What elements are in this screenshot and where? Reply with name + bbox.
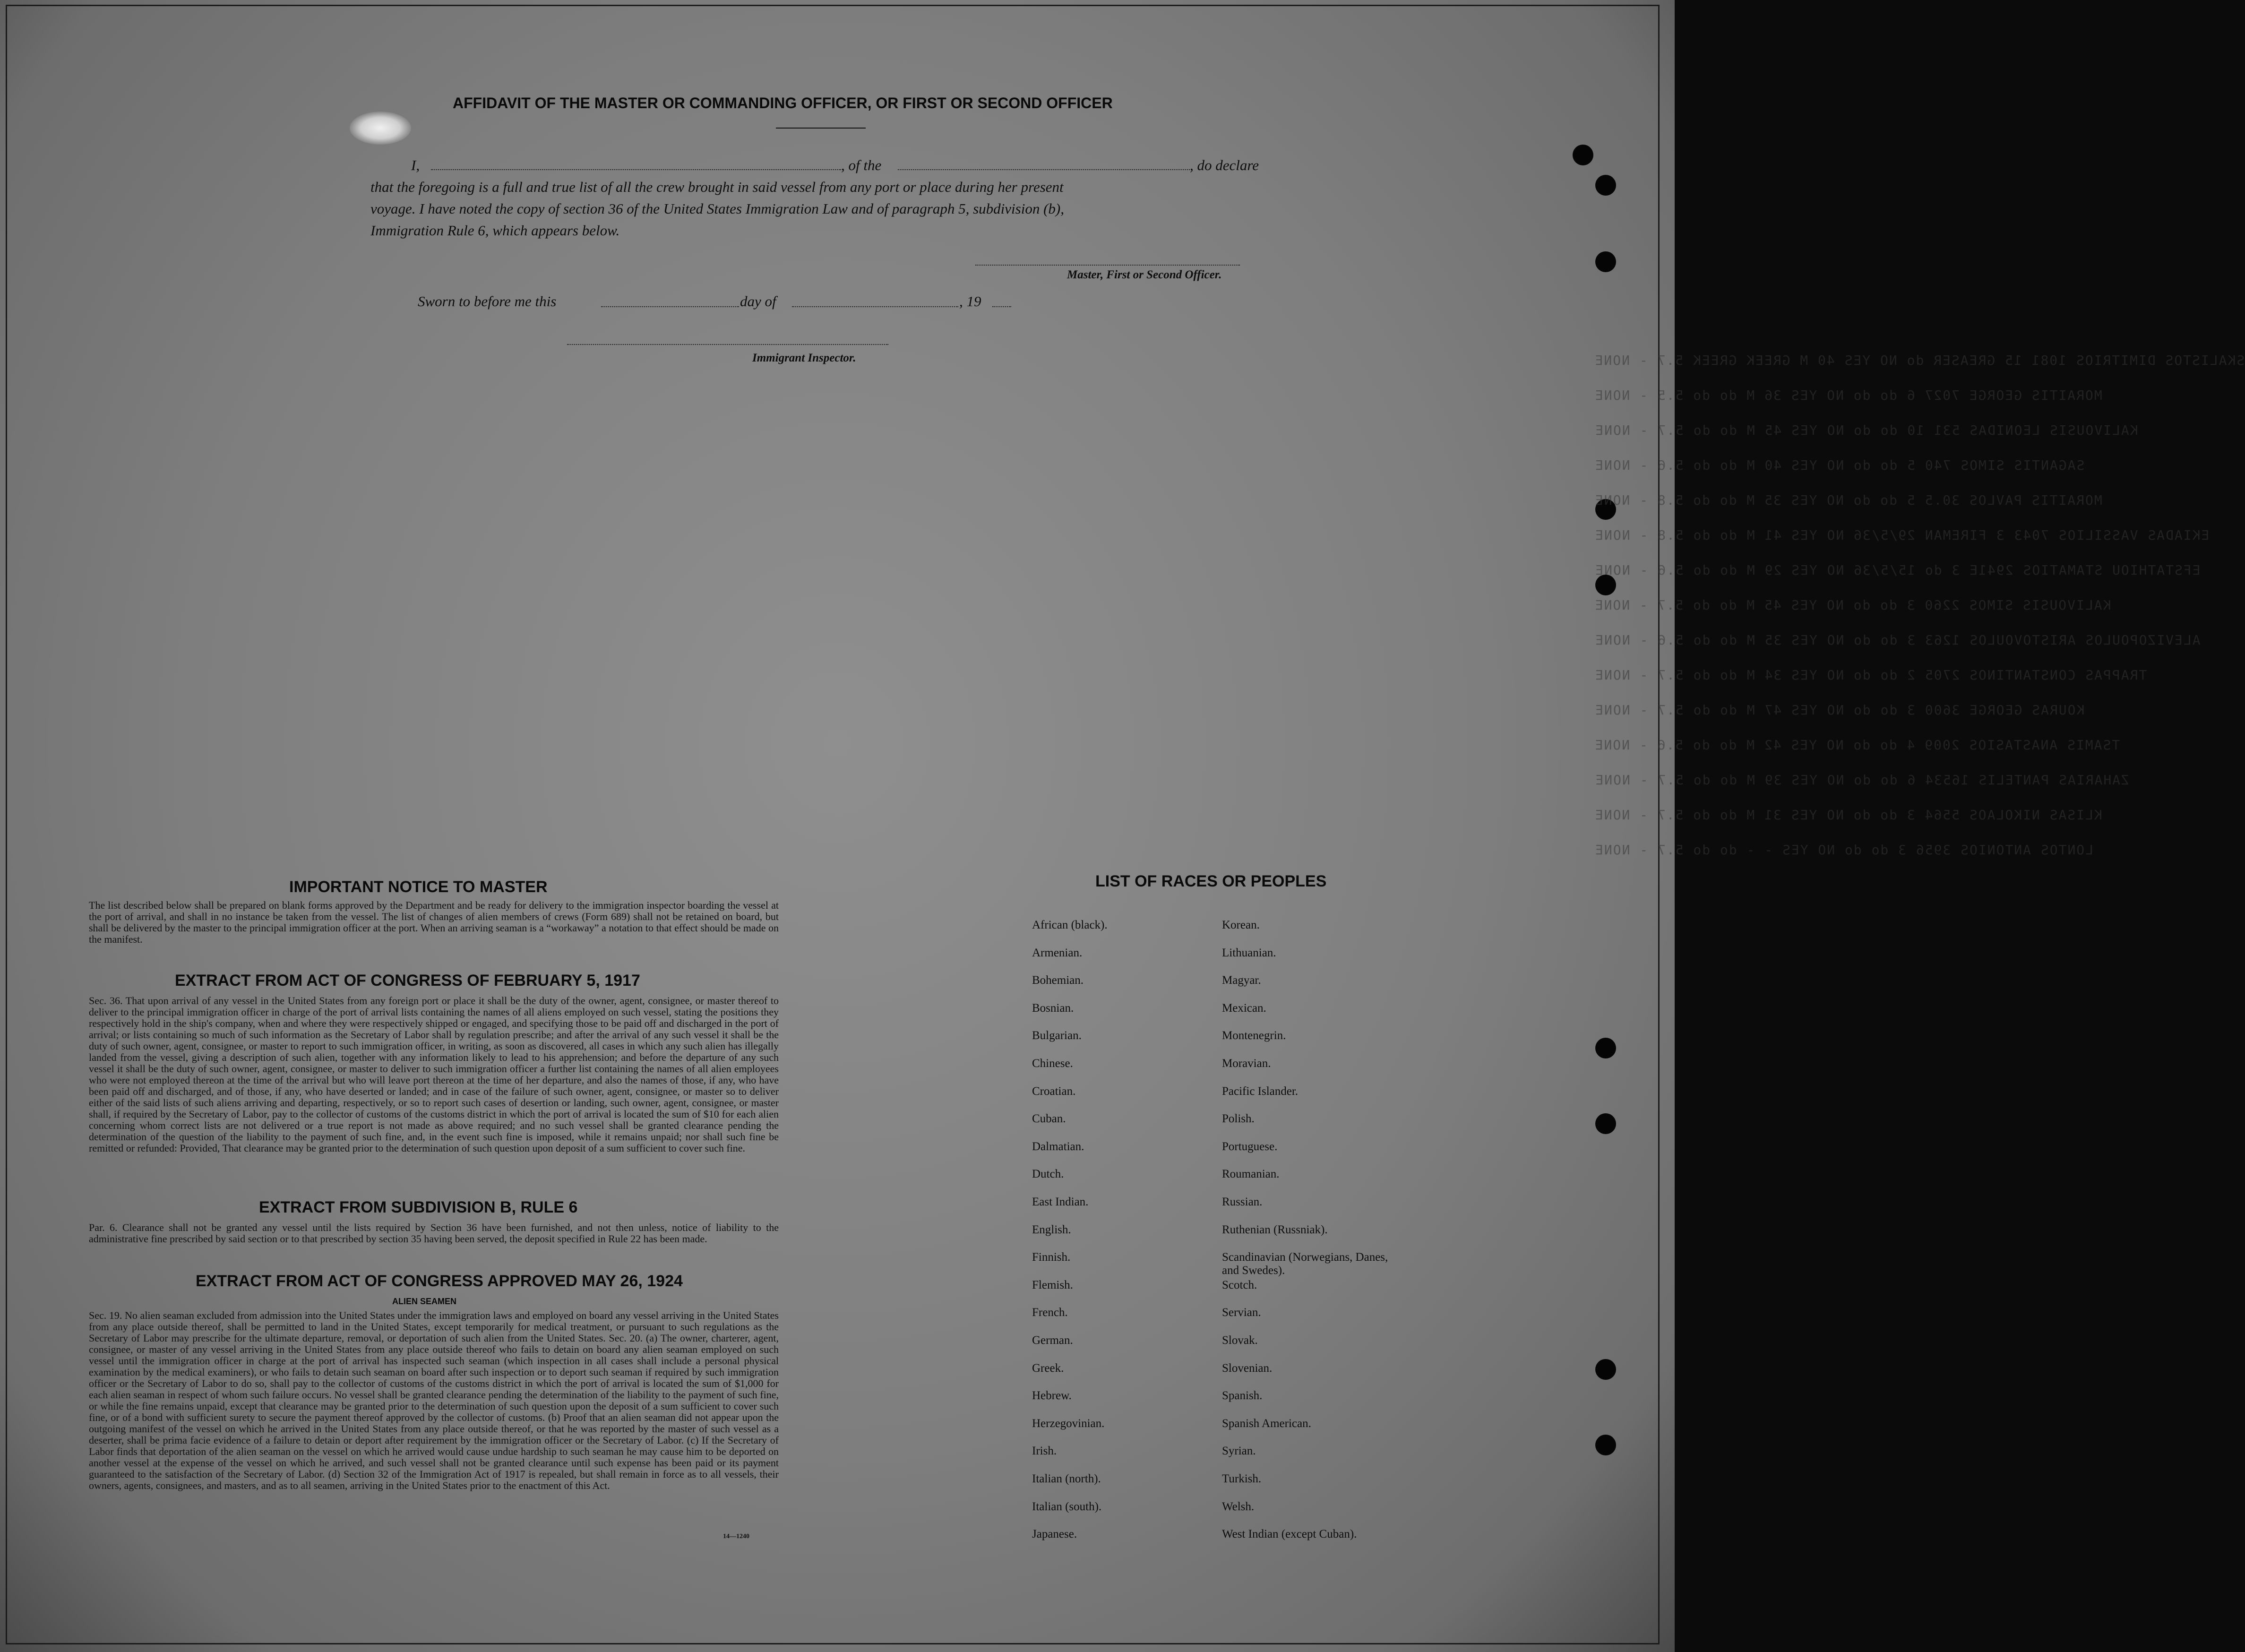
- race-item: Greek.: [1032, 1362, 1064, 1375]
- notice-title: IMPORTANT NOTICE TO MASTER: [289, 878, 548, 896]
- year-label: , 19: [959, 293, 981, 310]
- vessel-name-field[interactable]: [898, 169, 1190, 170]
- race-item: Hebrew.: [1032, 1389, 1072, 1402]
- races-title: LIST OF RACES OR PEOPLES: [1095, 872, 1327, 890]
- race-item: Spanish.: [1222, 1389, 1263, 1402]
- race-item: Magyar.: [1222, 974, 1261, 987]
- rule6-title: EXTRACT FROM SUBDIVISION B, RULE 6: [259, 1198, 578, 1216]
- punch-hole: [1595, 1435, 1616, 1455]
- punch-hole: [1595, 1113, 1616, 1134]
- affidavit-title: AFFIDAVIT OF THE MASTER OR COMMANDING OFFICER, OR FIRST OR SECOND OFFICER: [453, 95, 1113, 112]
- signature-caption: Master, First or Second Officer.: [1067, 268, 1222, 281]
- inspector-signature-field[interactable]: [567, 344, 888, 345]
- race-item: English.: [1032, 1223, 1071, 1236]
- race-item: Bosnian.: [1032, 1002, 1074, 1015]
- race-item: Lithuanian.: [1222, 946, 1276, 959]
- race-item: Spanish American.: [1222, 1417, 1311, 1430]
- extract-1924-title: EXTRACT FROM ACT OF CONGRESS APPROVED MAY 26, 1924: [196, 1272, 683, 1290]
- bleed-through-row: TSAMIS ANASTASIOS 2009 4 do do NO YES 42 M do do 5.6 - NONE: [1594, 737, 2120, 753]
- race-item: Moravian.: [1222, 1057, 1271, 1070]
- race-item: Dutch.: [1032, 1168, 1064, 1180]
- day-of-label: day of: [740, 293, 776, 310]
- bleed-through-row: SAGANTIS SIMOS 740 5 do do NO YES 40 M do do 5.6 - NONE: [1594, 457, 2085, 473]
- bleed-through-row: MORAITIS PAVLOS 30.5 5 do do NO YES 35 M do do 5.8 - NONE: [1594, 492, 2102, 508]
- race-item: Mexican.: [1222, 1002, 1266, 1015]
- sworn-day-field[interactable]: [601, 306, 739, 307]
- punch-hole: [1573, 145, 1593, 165]
- affidavit-line-3: voyage. I have noted the copy of section 36 of the United States Immigration Law and of paragraph 5, subdivision (b),: [370, 200, 1064, 217]
- race-item: Herzegovinian.: [1032, 1417, 1105, 1430]
- race-item: Italian (south).: [1032, 1500, 1102, 1513]
- bleed-through-row: EKIADAS VASSILIOS 7043 3 FIREMAN 29/5/36 NO YES 41 M do do 5.8 - NONE: [1594, 527, 2210, 543]
- race-item: Ruthenian (Russniak).: [1222, 1223, 1328, 1236]
- extract-1924-body: Sec. 19. No alien seaman excluded from admission into the United States under the immigration laws and employed on board any vessel arriving in the United States from any place outside thereof, shall be permitted to land in the United States, except temporarily for medical treatment, or pursuant to such regulations as the Secretary of Labor may prescribe for the ultimate departure, removal, or deportation of such alien from the United States. Sec. 20. (a) The owner, charterer, agent, consignee, or master of any vessel arriving in the United States from any place outside thereof who fails to detain on board any alien seaman employed on such vessel until the immigration officer in charge at the port of arrival has inspected such seaman (which inspection in all cases shall include a personal physical examination by the medical examiners), or who fails to detain such seaman on board after such inspection or to deport such seaman if required by such immigration officer or the Secretary of Labor to do so, shall pay to the collector of customs of the customs district in which the port of arrival is located the sum of $1,000 for each alien seaman in respect of whom such failure occurs. No vessel shall be granted clearance pending the determination of the liability to the payment of such fine, or while the fine remains unpaid, except that clearance may be granted prior to the determination of such question upon the deposit of a sum sufficient to cover such fine, or of a bond with sufficient surety to secure the payment thereof approved by the collector of customs. (b) Proof that an alien seaman did not appear upon the outgoing manifest of the vessel on which he arrived in the United States from any place outside thereof, or that he was reported by the master of such vessel as a deserter, shall be prima facie evidence of a failure to detain or deport after requirement by the immigration officer or the Secretary of Labor. (c) If the Secretary of Labor finds that deportation of the alien seaman on the vessel on which he arrived would cause undue hardship to such seaman he may cause him to be deported on another vessel at the expense of the vessel on which he arrived, and such vessel shall not be granted clearance until such expense has been paid or its payment guaranteed to the satisfaction of the Secretary of Labor. (d) Section 32 of the Immigration Act of 1917 is repealed, but shall remain in force as to all vessels, their owners, agents, consignees, and masters, and as to all seamen, arriving in the United States prior to the enactment of this Act.: [89, 1309, 779, 1491]
- race-item: East Indian.: [1032, 1196, 1089, 1208]
- race-item: French.: [1032, 1306, 1068, 1319]
- notice-body: The list described below shall be prepared on blank forms approved by the Department and be ready for delivery to the immigration inspector boarding the vessel at the port of arrival, and shall in no instance be taken from the vessel. The list of changes of alien members of crews (Form 689) shall not be retained on board, but shall be delivered by the master to the principal immigration officer at the port. When an arriving seaman is a “workaway” a notation to that effect should be made on the manifest.: [89, 899, 779, 945]
- officer-signature-field[interactable]: [975, 265, 1240, 266]
- sworn-year-field[interactable]: [992, 306, 1011, 307]
- extract-1917-title: EXTRACT FROM ACT OF CONGRESS OF FEBRUARY 5, 1917: [175, 972, 640, 989]
- punch-hole: [1595, 1359, 1616, 1380]
- race-item: Korean.: [1222, 919, 1260, 931]
- bleed-through-row: KOURAS GEORGE 3600 3 do do NO YES 47 M do do 5.7 - NONE: [1594, 702, 2085, 718]
- punch-hole: [1595, 175, 1616, 196]
- bleed-through-row: MORAITIS GEORGE 7027 6 do do NO YES 36 M do do 5.5 - NONE: [1594, 387, 2102, 403]
- race-item: Bulgarian.: [1032, 1029, 1082, 1042]
- punch-hole: [1595, 251, 1616, 272]
- bleed-through-row: KLISAS NIKOLAOS 5564 3 do do NO YES 31 M do do 5.7 - NONE: [1594, 807, 2102, 823]
- race-item: Flemish.: [1032, 1279, 1073, 1291]
- race-item: Irish.: [1032, 1445, 1057, 1457]
- race-item: Slovenian.: [1222, 1362, 1273, 1375]
- race-item: Montenegrin.: [1222, 1029, 1286, 1042]
- race-item: Roumanian.: [1222, 1168, 1280, 1180]
- affidavit-line-2: that the foregoing is a full and true list of all the crew brought in said vessel from any port or place during her present: [370, 179, 1064, 195]
- inspector-caption: Immigrant Inspector.: [752, 352, 856, 364]
- race-item: Slovak.: [1222, 1334, 1258, 1347]
- race-item: Croatian.: [1032, 1085, 1076, 1098]
- affidavit-line-4: Immigration Rule 6, which appears below.: [370, 222, 620, 239]
- race-item: Welsh.: [1222, 1500, 1255, 1513]
- bleed-through-row: SKALISTOS DIMITRIOS 1081 15 GREASER do NO YES 40 M GREEK GREEK 5.7 - NONE: [1594, 353, 2245, 368]
- race-item: Scandinavian (Norwegians, Danes, and Swedes).: [1222, 1251, 1388, 1277]
- race-item: Armenian.: [1032, 946, 1083, 959]
- race-item: Dalmatian.: [1032, 1140, 1084, 1153]
- race-item: Portuguese.: [1222, 1140, 1278, 1153]
- bleed-through-row: LONTOS ANTONIOS 3956 3 do do NO YES - - do do 5.7 - NONE: [1594, 842, 2094, 858]
- extract-1917-body: Sec. 36. That upon arrival of any vessel in the United States from any foreign port or place it shall be the duty of the owner, agent, consignee, or master thereof to deliver to the principal immigration officer in charge of the port of arrival lists containing the names of all aliens employed on such vessel, stating the positions they respectively hold in the ship's company, when and where they were respectively shipped or engaged, and specifying those to be paid off and discharged in the port of arrival; or lists containing so much of such information as the Secretary of Labor shall by regulation prescribe; and after the arrival of any such vessel it shall be the duty of such owner, agent, consignee, or master to report to such immigration officer, in writing, as soon as discovered, all cases in which any such alien has illegally landed from the vessel, giving a description of such alien, together with any information likely to lead to his apprehension; and before the departure of any such vessel it shall be the duty of such owner, agent, consignee, or master to deliver to such immigration officer a further list containing the names of all alien employees who were not employed thereon at the time of the arrival but who will leave port thereon at the time of her departure, and also the names of those, if any, who have been paid off and discharged, and of those, if any, who have deserted or landed; and in case of the failure of such owner, agent, consignee, or master so to deliver either of the said lists of such aliens arriving and departing, respectively, or so to report such cases of desertion or landing, such owner, agent, consignee, or master shall, if required by the Secretary of Labor, pay to the collector of customs of the customs district in which the port of arrival is located the sum of $10 for each alien concerning whom correct lists are not delivered or a true report is not made as above required; and no such vessel shall be granted clearance pending the determination of the question of the liability to the payment of such fine, and, in the event such fine is imposed, while it remains unpaid; nor shall such fine be remitted or refunded: Provided, That clearance may be granted prior to the determination of such question upon deposit of a sum sufficient to cover such fine.: [89, 995, 779, 1154]
- sworn-month-field[interactable]: [792, 306, 958, 307]
- bleed-through-row: ALEVIZOPOULOS ARISTOVOULOS 1263 3 do do NO YES 35 M do do 5.6 - NONE: [1594, 632, 2201, 648]
- race-item: Italian (north).: [1032, 1472, 1101, 1485]
- declarant-label: I,: [411, 157, 420, 173]
- rule6-body: Par. 6. Clearance shall not be granted any vessel until the lists required by Section 36 have been furnished, and not then unless, notice of liability to the administrative fine prescribed by said section or to that prescribed by section 35 having been served, the deposit specified in Rule 22 has been made.: [89, 1222, 779, 1245]
- race-item: Turkish.: [1222, 1472, 1262, 1485]
- bleed-through-row: KALIVOUSIS LEONIDAS 531 10 do do NO YES 45 M do do 5.7 - NONE: [1594, 422, 2138, 438]
- bleed-through-row: EFSTATHIOU STAMATIOS 2941E 3 do 15/5/36 NO YES 29 M do do 5.6 - NONE: [1594, 562, 2201, 578]
- race-item: Bohemian.: [1032, 974, 1084, 987]
- vessel-label: , of the: [841, 157, 882, 173]
- race-item: Japanese.: [1032, 1528, 1077, 1540]
- sworn-label: Sworn to before me this: [418, 293, 557, 310]
- race-item: German.: [1032, 1334, 1073, 1347]
- paper-tear-stain: [350, 112, 411, 145]
- race-item: Chinese.: [1032, 1057, 1073, 1070]
- race-item: Servian.: [1222, 1306, 1261, 1319]
- race-item: Pacific Islander.: [1222, 1085, 1299, 1098]
- bleed-through-row: KALIVOUSIS SIMOS 2260 3 do do NO YES 45 M do do 5.7 - NONE: [1594, 597, 2111, 613]
- race-item: West Indian (except Cuban).: [1222, 1528, 1357, 1540]
- title-underline: [776, 128, 866, 129]
- race-item: Syrian.: [1222, 1445, 1256, 1457]
- race-item: Russian.: [1222, 1196, 1263, 1208]
- bleed-through-row: TRAPPAS CONSTANTINOS 2705 2 do do NO YES 34 M do do 5.7 - NONE: [1594, 667, 2147, 683]
- declarant-name-field[interactable]: [431, 169, 841, 170]
- alien-seamen-subtitle: ALIEN SEAMEN: [392, 1297, 457, 1306]
- bleed-through-row: ZAHARIAS PANTELIS 16534 6 do do NO YES 39 M do do 5.7 - NONE: [1594, 772, 2129, 788]
- declare-label: , do declare: [1190, 157, 1259, 173]
- race-item: Cuban.: [1032, 1112, 1066, 1125]
- race-item: African (black).: [1032, 919, 1108, 931]
- form-number: 14—1240: [723, 1533, 749, 1540]
- race-item: Finnish.: [1032, 1251, 1071, 1264]
- race-item: Scotch.: [1222, 1279, 1257, 1291]
- race-item: Polish.: [1222, 1112, 1255, 1125]
- punch-hole: [1595, 1038, 1616, 1058]
